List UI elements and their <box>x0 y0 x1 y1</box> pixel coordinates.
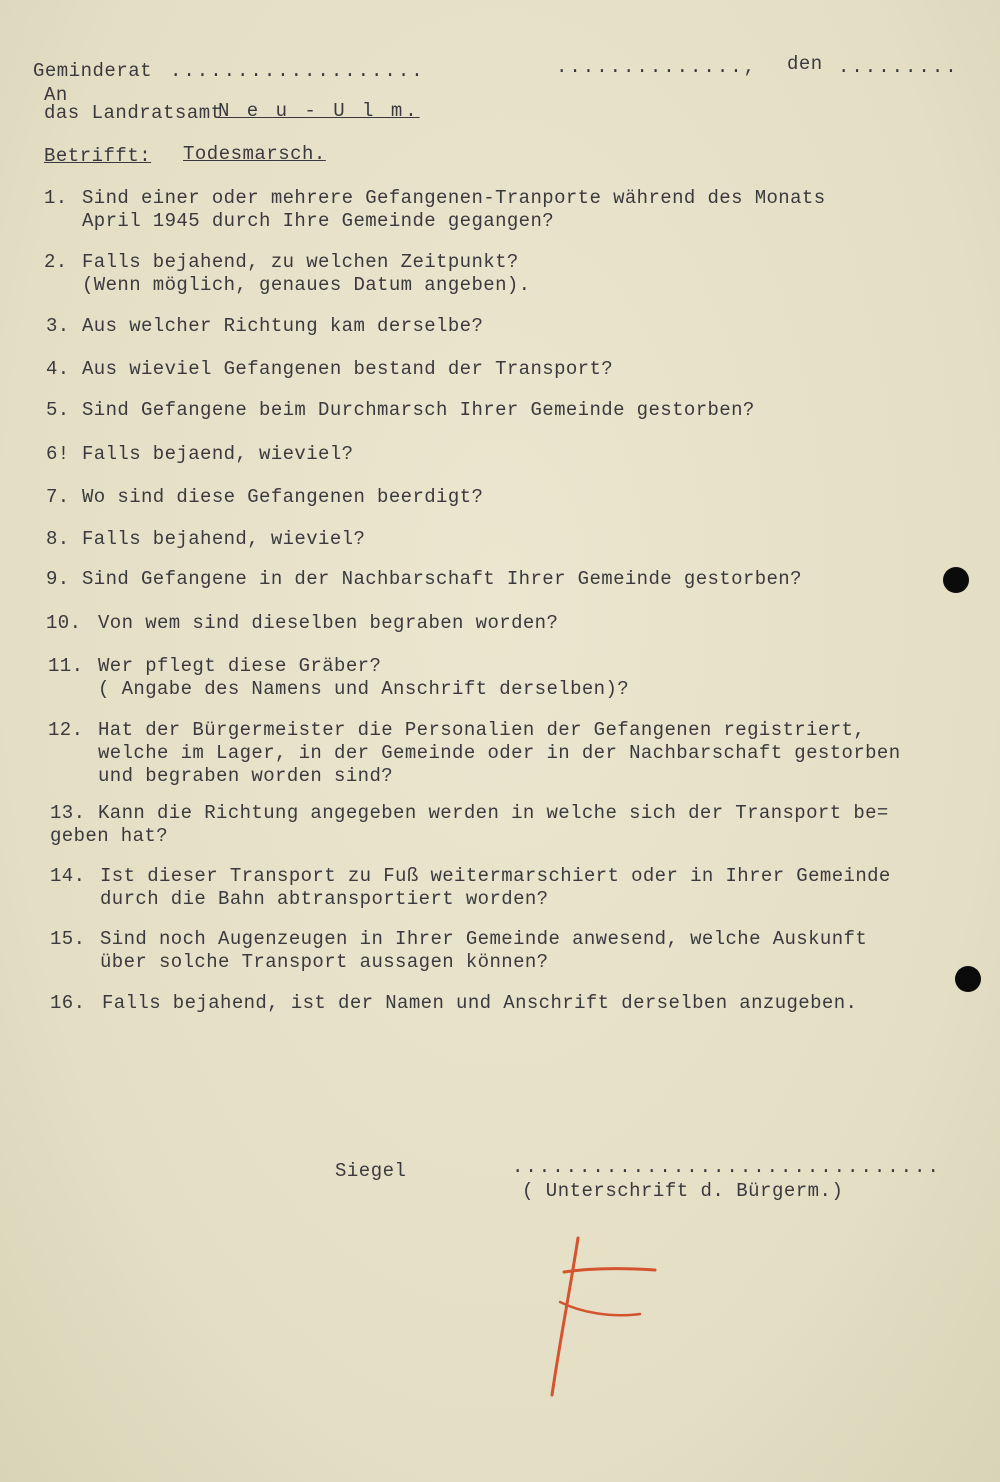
signature-dots: ................................ <box>512 1156 941 1178</box>
question-number: 5. <box>46 399 70 421</box>
question-16 <box>50 992 950 1018</box>
question-text: Hat der Bürgermeister die Personalien der Gefangenen registriert, welche im Lager, in der Gemeinde oder in der Nachbarschaft gestorben und begraben worden sind? <box>98 719 901 787</box>
addressee-prefix: das Landratsamt <box>44 102 223 124</box>
question-number: 3. <box>46 315 70 337</box>
question-number: 1. <box>44 187 68 209</box>
question-2 <box>44 251 944 301</box>
question-text: Aus wieviel Gefangenen bestand der Transport? <box>82 358 614 380</box>
question-11 <box>48 655 948 705</box>
date-label: den <box>787 53 823 75</box>
punch-hole-top <box>943 567 969 593</box>
question-text: Sind einer oder mehrere Gefangenen-Tranporte während des Monats April 1945 durch Ihre Gemeinde gegangen? <box>82 187 826 232</box>
question-number: 9. <box>46 568 70 590</box>
question-9 <box>46 568 946 594</box>
subject-label: Betrifft: <box>44 145 152 167</box>
subject-text: Todesmarsch. <box>183 143 326 165</box>
question-number: 14. <box>50 865 86 887</box>
question-text: Falls bejahend, ist der Namen und Anschrift derselben anzugeben. <box>102 992 858 1014</box>
question-8 <box>46 528 946 554</box>
question-5 <box>46 399 946 425</box>
question-number: 4. <box>46 358 70 380</box>
question-4 <box>46 358 946 384</box>
question-number: 6! <box>46 443 70 465</box>
to-label: An <box>44 84 68 106</box>
question-text: Sind Gefangene in der Nachbarschaft Ihrer Gemeinde gestorben? <box>82 568 802 590</box>
question-text: Falls bejahend, zu welchen Zeitpunkt? (Wenn möglich, genaues Datum angeben). <box>82 251 531 296</box>
date-dots-left: .............., <box>556 56 758 78</box>
question-text: Kann die Richtung angegeben werden in welche sich der Transport be= geben hat? <box>50 802 889 847</box>
addressee-place: N e u - U l m. <box>218 100 420 122</box>
question-7 <box>46 486 946 512</box>
question-text: Sind Gefangene beim Durchmarsch Ihrer Gemeinde gestorben? <box>82 399 755 421</box>
question-6 <box>46 443 946 469</box>
question-number: 2. <box>44 251 68 273</box>
date-dots-right: ......... <box>838 56 959 78</box>
question-text: Ist dieser Transport zu Fuß weitermarschiert oder in Ihrer Gemeinde durch die Bahn abtransportiert worden? <box>100 865 891 910</box>
municipality-dots: ................... <box>170 60 425 82</box>
question-text: Wer pflegt diese Gräber? ( Angabe des Namens und Anschrift derselben)? <box>98 655 630 700</box>
question-15 <box>50 928 950 978</box>
question-number: 11. <box>48 655 84 677</box>
question-1 <box>44 187 944 237</box>
municipality-label: Geminderat <box>33 60 153 82</box>
question-number: 12. <box>48 719 84 741</box>
question-number: 8. <box>46 528 70 550</box>
signature-label: ( Unterschrift d. Bürgerm.) <box>522 1180 844 1202</box>
question-14 <box>50 865 950 915</box>
question-10 <box>46 612 946 638</box>
question-12 <box>48 719 948 791</box>
question-text: Aus welcher Richtung kam derselbe? <box>82 315 484 337</box>
question-number: 7. <box>46 486 70 508</box>
question-number: 10. <box>46 612 82 634</box>
seal-label: Siegel <box>335 1160 407 1182</box>
question-number: 16. <box>50 992 86 1014</box>
punch-hole-bottom <box>955 966 981 992</box>
question-number: 15. <box>50 928 86 950</box>
question-text: Wo sind diese Gefangenen beerdigt? <box>82 486 484 508</box>
question-text: Falls bejaend, wieviel? <box>82 443 354 465</box>
question-text: Falls bejahend, wieviel? <box>82 528 366 550</box>
question-text: Sind noch Augenzeugen in Ihrer Gemeinde anwesend, welche Auskunft über solche Transport aussagen können? <box>100 928 868 973</box>
question-text: Von wem sind dieselben begraben worden? <box>98 612 559 634</box>
question-number: 13. <box>50 802 86 824</box>
handwritten-f-mark <box>540 1230 670 1410</box>
question-13 <box>50 802 950 852</box>
question-3 <box>46 315 946 341</box>
